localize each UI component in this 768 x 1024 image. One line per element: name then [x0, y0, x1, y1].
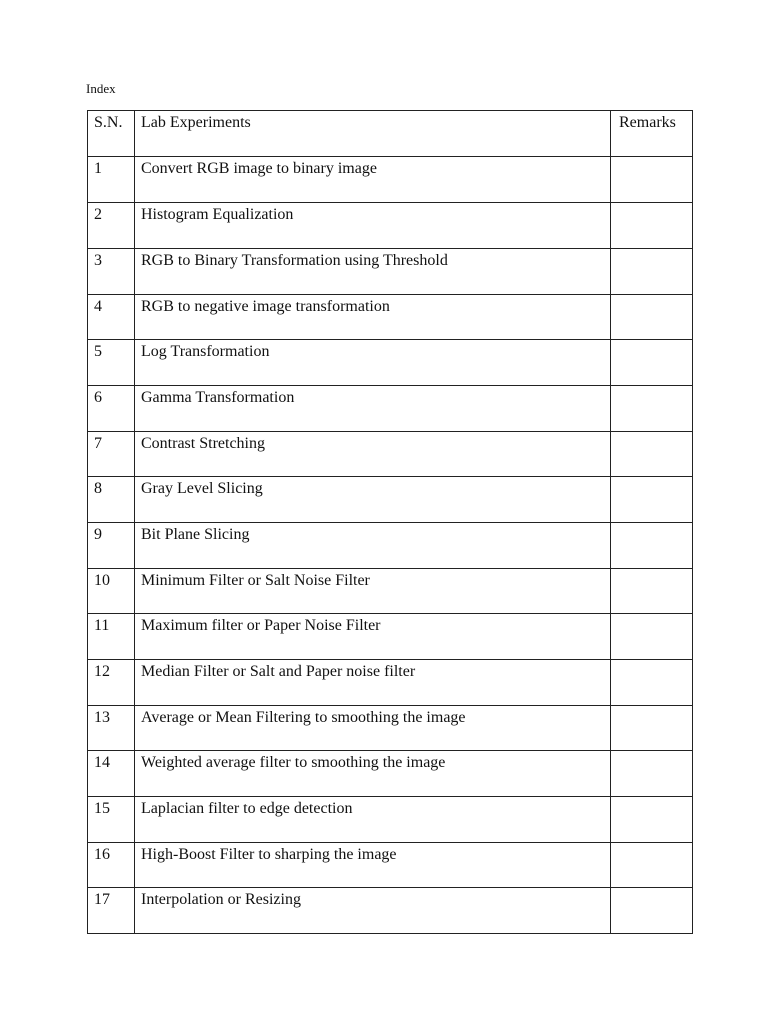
cell-sn [88, 432, 135, 477]
cell-sn [88, 843, 135, 888]
table-row [88, 295, 693, 340]
experiment-text: Log Transformation [141, 343, 270, 360]
experiment-text: Contrast Stretching [141, 435, 265, 452]
remarks-text [611, 751, 692, 753]
table-row [88, 751, 693, 797]
cell-experiment [135, 340, 611, 386]
lab-experiments-table [87, 110, 693, 934]
experiment-text: Gray Level Slicing [141, 480, 263, 497]
table-row [88, 797, 693, 843]
table-row [88, 523, 693, 569]
cell-experiment [135, 249, 611, 295]
cell-remarks [611, 432, 693, 477]
experiment-text: Maximum filter or Paper Noise Filter [141, 617, 381, 634]
cell-sn [88, 797, 135, 843]
cell-remarks [611, 569, 693, 614]
cell-experiment [135, 888, 611, 934]
cell-sn [88, 249, 135, 295]
table-row [88, 660, 693, 706]
table-header-row [88, 111, 693, 157]
table-row [88, 888, 693, 934]
sn-text: 9 [94, 526, 102, 543]
cell-remarks [611, 295, 693, 340]
remarks-text [611, 203, 692, 205]
header-remarks-label: Remarks [619, 114, 676, 131]
header-sn-label: S.N. [94, 114, 123, 131]
experiment-text: Minimum Filter or Salt Noise Filter [141, 572, 370, 589]
sn-text: 10 [94, 572, 110, 589]
sn-text: 13 [94, 709, 110, 726]
cell-remarks [611, 386, 693, 432]
cell-experiment [135, 386, 611, 432]
cell-experiment [135, 157, 611, 203]
table-row [88, 614, 693, 660]
header-experiment [135, 111, 611, 157]
sn-text: 6 [94, 389, 102, 406]
sn-text: 2 [94, 206, 102, 223]
cell-remarks [611, 249, 693, 295]
sn-text: 14 [94, 754, 110, 771]
cell-experiment [135, 797, 611, 843]
cell-sn [88, 660, 135, 706]
remarks-text [611, 249, 692, 251]
table-row [88, 249, 693, 295]
table-row [88, 432, 693, 477]
experiment-text: Median Filter or Salt and Paper noise filter [141, 663, 416, 680]
experiment-text: RGB to Binary Transformation using Threshold [141, 252, 448, 269]
experiment-text: Weighted average filter to smoothing the image [141, 754, 446, 771]
cell-sn [88, 614, 135, 660]
cell-sn [88, 888, 135, 934]
cell-experiment [135, 477, 611, 523]
table-row [88, 706, 693, 751]
cell-remarks [611, 477, 693, 523]
sn-text: 11 [94, 617, 110, 634]
cell-experiment [135, 614, 611, 660]
cell-experiment [135, 706, 611, 751]
table-row [88, 386, 693, 432]
cell-sn [88, 203, 135, 249]
cell-experiment [135, 569, 611, 614]
cell-experiment [135, 843, 611, 888]
remarks-text [611, 340, 692, 342]
table-row [88, 477, 693, 523]
cell-sn [88, 295, 135, 340]
cell-sn [88, 157, 135, 203]
experiment-text: Laplacian filter to edge detection [141, 800, 353, 817]
cell-experiment [135, 751, 611, 797]
page-heading: Index [86, 81, 116, 96]
cell-experiment [135, 660, 611, 706]
table-row [88, 203, 693, 249]
header-sn [88, 111, 135, 157]
cell-experiment [135, 295, 611, 340]
cell-sn [88, 340, 135, 386]
sn-text: 8 [94, 480, 102, 497]
cell-remarks [611, 751, 693, 797]
cell-remarks [611, 888, 693, 934]
remarks-text [611, 295, 692, 297]
cell-remarks [611, 203, 693, 249]
cell-sn [88, 569, 135, 614]
experiment-text: High-Boost Filter to sharping the image [141, 846, 397, 863]
remarks-text [611, 614, 692, 616]
remarks-text [611, 888, 692, 890]
sn-text: 15 [94, 800, 110, 817]
remarks-text [611, 523, 692, 525]
header-remarks [611, 111, 693, 157]
cell-remarks [611, 843, 693, 888]
header-experiment-label: Lab Experiments [141, 114, 251, 131]
cell-sn [88, 386, 135, 432]
cell-remarks [611, 523, 693, 569]
cell-sn [88, 751, 135, 797]
table-row [88, 340, 693, 386]
cell-sn [88, 706, 135, 751]
sn-text: 1 [94, 160, 102, 177]
cell-remarks [611, 614, 693, 660]
cell-experiment [135, 523, 611, 569]
experiment-text: Bit Plane Slicing [141, 526, 250, 543]
experiment-text: RGB to negative image transformation [141, 298, 390, 315]
experiment-text: Histogram Equalization [141, 206, 294, 223]
sn-text: 4 [94, 298, 102, 315]
remarks-text [611, 843, 692, 845]
remarks-text [611, 706, 692, 708]
sn-text: 16 [94, 846, 110, 863]
table-row [88, 157, 693, 203]
cell-experiment [135, 203, 611, 249]
cell-remarks [611, 340, 693, 386]
remarks-text [611, 569, 692, 571]
sn-text: 12 [94, 663, 110, 680]
experiment-text: Interpolation or Resizing [141, 891, 301, 908]
remarks-text [611, 157, 692, 159]
experiment-text: Convert RGB image to binary image [141, 160, 377, 177]
table-row [88, 843, 693, 888]
table-row [88, 569, 693, 614]
remarks-text [611, 432, 692, 434]
cell-remarks [611, 157, 693, 203]
experiment-text: Gamma Transformation [141, 389, 295, 406]
cell-remarks [611, 797, 693, 843]
remarks-text [611, 797, 692, 799]
sn-text: 5 [94, 343, 102, 360]
cell-sn [88, 477, 135, 523]
sn-text: 3 [94, 252, 102, 269]
cell-remarks [611, 706, 693, 751]
sn-text: 7 [94, 435, 102, 452]
cell-sn [88, 523, 135, 569]
experiment-text: Average or Mean Filtering to smoothing the image [141, 709, 466, 726]
remarks-text [611, 477, 692, 479]
cell-experiment [135, 432, 611, 477]
remarks-text [611, 386, 692, 388]
remarks-text [611, 660, 692, 662]
cell-remarks [611, 660, 693, 706]
sn-text: 17 [94, 891, 110, 908]
